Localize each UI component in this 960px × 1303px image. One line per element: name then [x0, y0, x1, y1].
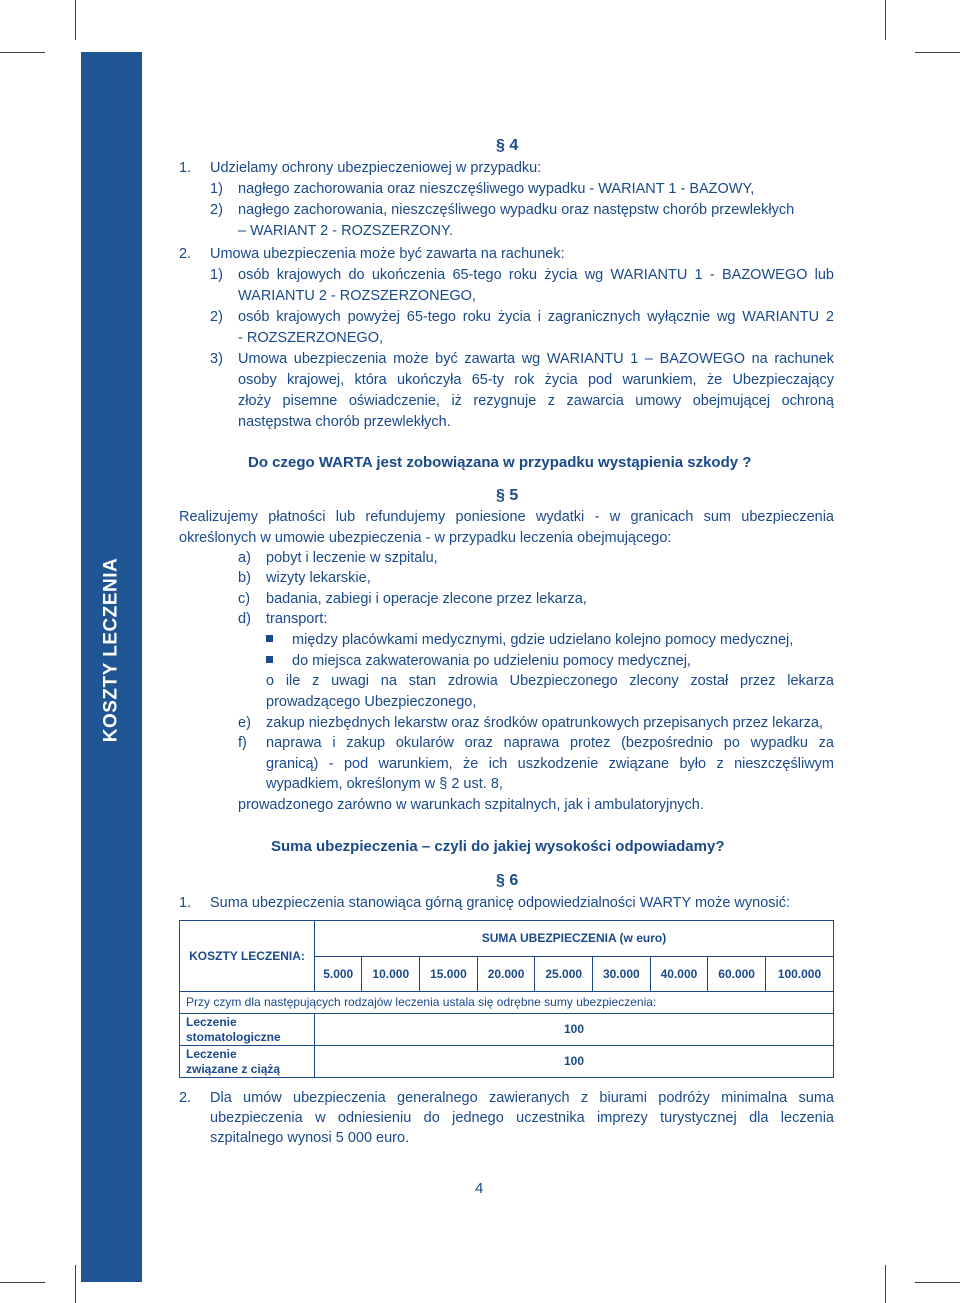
- s5-item-text: transport:: [266, 611, 328, 627]
- s6-p2-line: szpitalnego wynosi 5 000 euro.: [210, 1130, 410, 1146]
- section-5-heading: § 5: [496, 487, 519, 504]
- s6-p2-num: 2.: [179, 1090, 192, 1106]
- table-amount-cell: 60.000: [708, 957, 766, 992]
- s4-p2-item-num: 1): [210, 267, 223, 283]
- sidebar-label: KOSZTY LECZENIA: [100, 557, 122, 743]
- s4-p1-text: Udzielamy ochrony ubezpieczeniowej w przypadku:: [210, 160, 542, 176]
- transport-bullet: do miejsca zakwaterowania po udzieleniu pomocy medycznej,: [292, 653, 691, 669]
- crop-mark: [0, 1282, 45, 1283]
- s6-p2-line: ubezpieczenia w odniesieniu do jednego uczestnika imprezy turystycznej dla leczenia: [210, 1110, 834, 1126]
- crop-mark: [915, 52, 960, 53]
- table-amount-cell: 10.000: [362, 957, 420, 992]
- s4-p2-num: 2.: [179, 246, 192, 262]
- s5-item-text: pobyt i leczenie w szpitalu,: [266, 550, 438, 566]
- s4-p2-item-text: Umowa ubezpieczenia może być zawarta wg WARIANTU 1 – BAZOWEGO na rachunek: [238, 351, 834, 367]
- table-amount-cell: 30.000: [593, 957, 651, 992]
- s5-item-text: granicą) - pod warunkiem, że ich uszkodzenie związane było z nieszczęśliwym: [266, 756, 834, 772]
- s5-item-letter: d): [238, 611, 251, 627]
- section-6-heading: § 6: [496, 872, 519, 889]
- transport-note: o ile z uwagi na stan zdrowia Ubezpieczonego zlecony został przez lekarza: [266, 673, 834, 689]
- s5-intro-line: określonych w umowie ubezpieczenia - w przypadku leczenia obejmującego:: [179, 530, 672, 546]
- special-label-line: Leczenie: [186, 1014, 237, 1029]
- transport-note: prowadzącego Ubezpieczonego,: [266, 694, 477, 710]
- s5-item-letter: f): [238, 735, 247, 751]
- s5-item-letter: e): [238, 715, 251, 731]
- s6-p1-text: Suma ubezpieczenia stanowiąca górną granicę odpowiedzialności WARTY może wynosić:: [210, 895, 791, 911]
- s4-p2-item-text: WARIANTU 2 - ROZSZERZONEGO,: [238, 288, 476, 304]
- section-4-heading: § 4: [496, 137, 519, 154]
- s4-p2-item-text: następstwa chorób przewlekłych.: [238, 414, 451, 430]
- s5-item-text: naprawa i zakup okularów oraz naprawa protez (bezpośrednio po wypadku za: [266, 735, 834, 751]
- s5-item-text: zakup niezbędnych lekarstw oraz środków opatrunkowych przepisanych przez lekarza,: [266, 715, 823, 731]
- sum-insured-table: [179, 920, 834, 1078]
- table-row-header: KOSZTY LECZENIA:: [180, 921, 315, 992]
- s5-item-text: badania, zabiegi i operacje zlecone przez lekarza,: [266, 591, 587, 607]
- s4-p1-item-num: 1): [210, 181, 223, 197]
- question-heading: Suma ubezpieczenia – czyli do jakiej wysokości odpowiadamy?: [271, 838, 725, 855]
- s4-p2-text: Umowa ubezpieczenia może być zawarta na rachunek:: [210, 246, 565, 262]
- s5-item-text: wizyty lekarskie,: [266, 570, 371, 586]
- table-amount-cell: 25.000: [535, 957, 593, 992]
- bullet-square-icon: [266, 651, 273, 672]
- s5-item-letter: a): [238, 550, 251, 566]
- table-amount-cell: 5.000: [315, 957, 362, 992]
- s5-item-text: wypadkiem, określonym w § 2 ust. 8,: [266, 776, 503, 792]
- s6-p2-line: Dla umów ubezpieczenia generalnego zawieranych z biurami podróży minimalna suma: [210, 1090, 834, 1106]
- s4-p1-num: 1.: [179, 160, 192, 176]
- s4-p2-item-text: złoży pisemne oświadczenie, iż rezygnuje z zawarcia umowy obejmującej ochroną: [238, 393, 834, 409]
- s5-intro-line: Realizujemy płatności lub refundujemy poniesione wydatki - w granicach sum ubezpieczenia: [179, 509, 834, 525]
- s4-p2-item-num: 3): [210, 351, 223, 367]
- crop-mark: [915, 1282, 960, 1283]
- table-special-label: [180, 1014, 315, 1046]
- crop-mark: [75, 0, 76, 40]
- bullet-square-icon: [266, 630, 273, 651]
- s4-p1-item-text: nagłego zachorowania oraz nieszczęśliwego wypadku - WARIANT 1 - BAZOWY,: [238, 181, 755, 197]
- crop-mark: [0, 52, 45, 53]
- table-special-value: 100: [315, 1046, 834, 1078]
- crop-mark: [75, 1265, 76, 1303]
- crop-mark: [885, 0, 886, 40]
- s4-p2-item-text: osób krajowych do ukończenia 65-tego roku życia wg WARIANTU 1 - BAZOWEGO lub: [238, 267, 834, 283]
- table-col-header: SUMA UBEZPIECZENIA (w euro): [315, 921, 834, 957]
- s4-p1-item-text: – WARIANT 2 - ROZSZERZONY.: [238, 223, 453, 239]
- table-special-value: 100: [315, 1014, 834, 1046]
- table-note: Przy czym dla następujących rodzajów leczenia ustala się odrębne sumy ubezpieczenia:: [180, 992, 834, 1014]
- s6-p1-num: 1.: [179, 895, 192, 911]
- table-amount-cell: 20.000: [477, 957, 535, 992]
- question-heading: Do czego WARTA jest zobowiązana w przypadku wystąpienia szkody ?: [248, 454, 752, 471]
- transport-bullet: między placówkami medycznymi, gdzie udzielano kolejno pomocy medycznej,: [292, 632, 794, 648]
- special-label-line: związane z ciążą: [186, 1061, 281, 1076]
- table-special-label: [180, 1046, 315, 1078]
- table-amount-cell: 40.000: [650, 957, 708, 992]
- s5-item-letter: b): [238, 570, 251, 586]
- s4-p1-item-num: 2): [210, 202, 223, 218]
- special-label-line: Leczenie: [186, 1046, 237, 1061]
- table-amount-cell: 100.000: [765, 957, 833, 992]
- s4-p2-item-text: - ROZSZERZONEGO,: [238, 330, 383, 346]
- table-amount-cell: 15.000: [420, 957, 478, 992]
- s4-p2-item-num: 2): [210, 309, 223, 325]
- page-number: 4: [475, 1180, 484, 1197]
- special-label-line: stomatologiczne: [186, 1029, 281, 1044]
- s4-p2-item-text: osoby krajowej, która ukończyła 65-ty rok życia pod warunkiem, że Ubezpieczający: [238, 372, 834, 388]
- s5-closing: prowadzonego zarówno w warunkach szpitalnych, jak i ambulatoryjnych.: [238, 797, 704, 813]
- s5-item-letter: c): [238, 591, 251, 607]
- s4-p2-item-text: osób krajowych powyżej 65-tego roku życia i zagranicznych wyłącznie wg WARIANTU 2: [238, 309, 834, 325]
- crop-mark: [885, 1265, 886, 1303]
- s4-p1-item-text: nagłego zachorowania, nieszczęśliwego wypadku oraz następstw chorób przewlekłych: [238, 202, 795, 218]
